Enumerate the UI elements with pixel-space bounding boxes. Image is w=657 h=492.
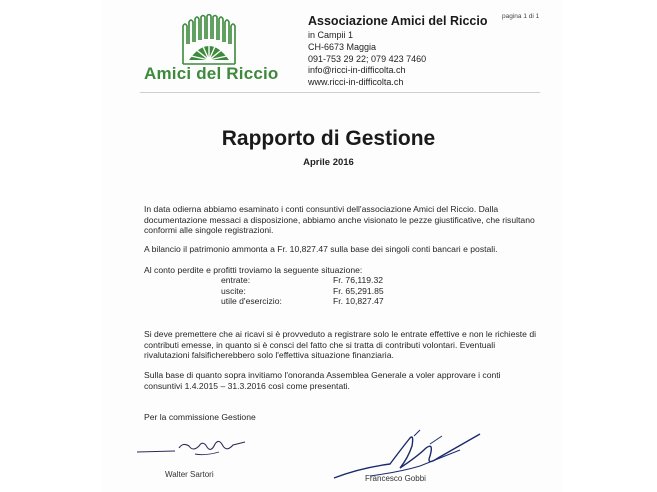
financial-row (221, 296, 384, 307)
document-date: Aprile 2016 (303, 157, 354, 168)
header-divider (140, 92, 540, 93)
website-line: www.ricci-in-difficolta.ch (308, 77, 404, 88)
financial-row (221, 286, 384, 297)
financial-value: Fr. 10,827.47 (333, 296, 384, 307)
paragraph-pl-intro: Al conto perdite e profitti troviamo la seguente situazione: (144, 265, 363, 275)
financial-label: utile d'esercizio: (221, 296, 282, 307)
signer-name: Walter Sartori (165, 470, 214, 479)
address-line: in Campii 1 (308, 30, 354, 40)
financial-label: entrate: (221, 275, 251, 285)
paragraph-revenue-note: Si deve premettere che ai ricavi si è provveduto a registrare solo le entrate effettive e non le richieste di contributi emesse, in quanto si è consci del fatto che si tratta di contributi volontari. Eventuali rivalutazioni falsificherebbero solo l'effettiva situazione finanziaria. (144, 329, 537, 361)
financial-label: uscite: (221, 285, 246, 296)
organization-name: Associazione Amici del Riccio (308, 14, 488, 28)
hedgehog-fan-icon (179, 14, 239, 66)
phone-line: 091-753 29 22; 079 423 7460 (308, 53, 427, 64)
financial-value: Fr. 65,291.85 (333, 285, 384, 296)
financial-summary (221, 275, 384, 307)
document-title: Rapporto di Gestione (221, 127, 436, 150)
logo-wordmark: Amici del Riccio (144, 64, 279, 83)
commission-label: Per la commissione Gestione (144, 412, 256, 422)
paragraph-approval: Sulla base di quanto sopra invitiamo l'onoranda Assemblea Generale a voler approvare i conti consuntivi 1.4.2015 – 31.3.2016 così come presentati. (144, 370, 501, 391)
signer-name: Francesco Gobbi (365, 474, 426, 483)
financial-value: Fr. 76,119.32 (333, 275, 384, 285)
paragraph-intro: In data odierna abbiamo esaminato i conti consuntivi dell'associazione Amici del Riccio. Dalla documentazione messaci a disposizione, abbiamo anche visionato le pezze giustificative, che risultano conformi alle singole registrazioni. (144, 204, 535, 236)
email-line: info@ricci-in-difficolta.ch (308, 65, 406, 76)
paragraph-balance: A bilancio il patrimonio ammonta a Fr. 10,827.47 sulla base dei singoli conti bancari e postali. (144, 244, 498, 254)
address-line: CH-6673 Maggia (308, 41, 377, 52)
letterhead-address (308, 14, 487, 89)
financial-row (221, 275, 384, 286)
signature-sartori (135, 434, 255, 462)
page-indicator: pagina 1 di 1 (502, 13, 540, 20)
